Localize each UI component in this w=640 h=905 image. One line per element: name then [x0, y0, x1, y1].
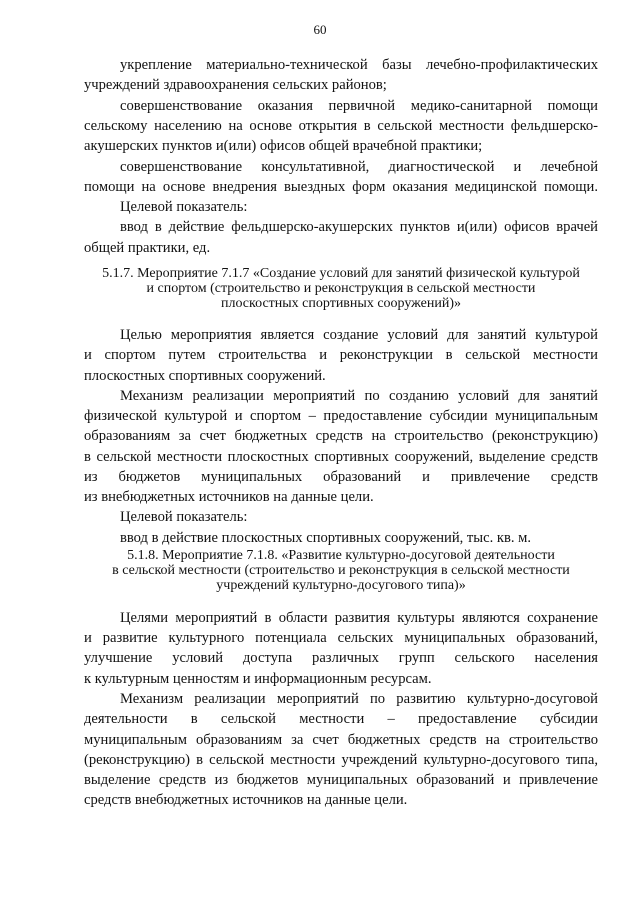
paragraph-line: физической культурой и спортом – предоставление субсидии муниципальным [84, 408, 598, 424]
section-heading-718: в сельской местности (строительство и реконструкция в сельской местности [112, 563, 570, 578]
paragraph-line: Целевой показатель: [120, 199, 248, 215]
section-heading-717: 5.1.7. Мероприятие 7.1.7 «Создание условий для занятий физической культурой [102, 266, 580, 281]
paragraph-line: укрепление материально-технической базы лечебно-профилактических [120, 57, 598, 73]
paragraph-line: ввод в действие фельдшерско-акушерских пунктов и(или) офисов врачей [120, 219, 598, 235]
section-heading-717: плоскостных спортивных сооружений)» [220, 296, 462, 311]
paragraph-line: совершенствование консультативной, диагностической и лечебной [120, 159, 598, 175]
paragraph-line: из внебюджетных источников на данные цели. [84, 489, 374, 505]
paragraph-line: Целями мероприятий в области развития культуры являются сохранение [120, 610, 598, 626]
paragraph-line: и спортом путем строительства и реконструкции в сельской местности [84, 347, 598, 363]
paragraph-line: средств внебюджетных источников на данные цели. [84, 792, 408, 808]
paragraph-line: деятельности в сельской местности – предоставление субсидии [84, 711, 598, 727]
paragraph-line: ввод в действие плоскостных спортивных сооружений, тыс. кв. м. [120, 530, 532, 546]
paragraph-line: учреждений здравоохранения сельских районов; [84, 77, 387, 93]
paragraph-line: Механизм реализации мероприятий по созданию условий для занятий [120, 388, 598, 404]
paragraph-line: Целевой показатель: [120, 509, 248, 525]
paragraph-line: выделение средств из бюджетов муниципальных образований и привлечение [84, 772, 598, 788]
paragraph-line: помощи на основе внедрения выездных форм оказания медицинской помощи. [84, 179, 598, 195]
paragraph-line: и развитие культурного потенциала сельских муниципальных образований, [84, 630, 598, 646]
section-heading-718: учреждений культурно-досугового типа)» [216, 578, 466, 593]
section-heading-717: и спортом (строительство и реконструкция в сельской местности [146, 281, 536, 296]
paragraph-line: совершенствование оказания первичной медико-санитарной помощи [120, 98, 598, 114]
paragraph-line: из бюджетов муниципальных образований и привлечение средств [84, 469, 598, 485]
paragraph-line: общей практики, ед. [84, 240, 211, 256]
section-heading-718: 5.1.8. Мероприятие 7.1.8. «Развитие культурно-досуговой деятельности [127, 548, 555, 563]
paragraph-line: в сельской местности плоскостных спортивных сооружений, выделение средств [84, 449, 598, 465]
paragraph-line: сельскому населению на основе открытия в сельской местности фельдшерско- [84, 118, 598, 134]
paragraph-line: к культурным ценностям и информационным ресурсам. [84, 671, 432, 687]
paragraph-line: плоскостных спортивных сооружений. [84, 368, 326, 384]
page-number: 60 [313, 22, 327, 37]
paragraph-line: Целью мероприятия является создание условий для занятий культурой [120, 327, 598, 343]
paragraph-line: акушерских пунктов и(или) офисов общей врачебной практики; [84, 138, 483, 154]
paragraph-line: муниципальным образованиям за счет бюджетных средств на строительство [84, 732, 598, 748]
paragraph-line: (реконструкцию) в сельской местности учреждений культурно-досугового типа, [84, 752, 598, 768]
paragraph-line: Механизм реализации мероприятий по развитию культурно-досуговой [120, 691, 598, 707]
paragraph-line: улучшение условий доступа различных групп сельского населения [84, 650, 598, 666]
paragraph-line: образованиям за счет бюджетных средств на строительство (реконструкцию) [84, 428, 598, 444]
